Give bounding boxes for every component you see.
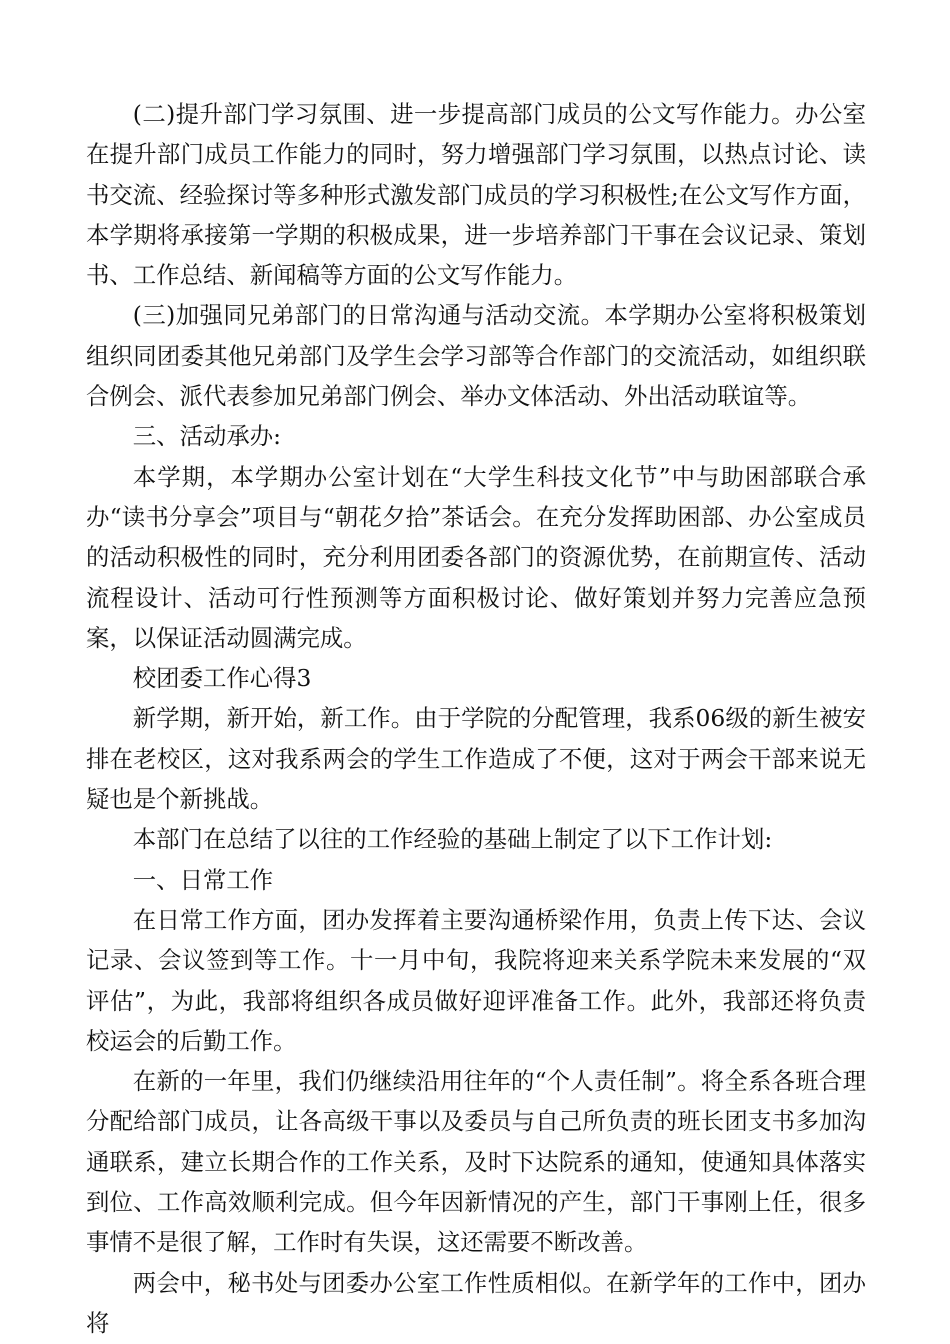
paragraph-daily-work: 在日常工作方面，团办发挥着主要沟通桥梁作用，负责上传下达、会议记录、会议签到等工作。十一月中旬，我院将迎来关系学院未来发展的“双评估”，为此，我部将组织各成员做好迎评准备工作。此外，我部还将负责校运会的后勤工作。: [86, 905, 866, 1055]
paragraph-activity-plan: 本学期，本学期办公室计划在“大学生科技文化节”中与助困部联合承办“读书分享会”项目与“朝花夕拾”茶话会。在充分发挥助困部、办公室成员的活动积极性的同时，充分利用团委各部门的资源优势，在前期宣传、活动流程设计、活动可行性预测等方面积极讨论、做好策划并努力完善应急预案，以保证活动圆满完成。: [86, 462, 866, 652]
paragraph-new-semester: 新学期，新开始，新工作。由于学院的分配管理，我系06级的新生被安排在老校区，这对我系两会的学生工作造成了不便，这对于两会干部来说无疑也是个新挑战。: [86, 704, 866, 814]
document-page: [86, 94, 866, 1343]
paragraph-item-3-department-exchange: (三)加强同兄弟部门的日常沟通与活动交流。本学期办公室将积极策划组织同团委其他兄弟部门及学生会学习部等合作部门的交流活动，如组织联合例会、派代表参加兄弟部门例会、举办文体活动、外出活动联谊等。: [86, 301, 866, 411]
section-heading-activity-hosting: 三、活动承办:: [132, 422, 282, 451]
section-title-work-experience-3: 校团委工作心得3: [132, 664, 312, 693]
paragraph-work-plan-intro: 本部门在总结了以往的工作经验的基础上制定了以下工作计划:: [132, 825, 773, 854]
paragraph-responsibility-system: 在新的一年里，我们仍继续沿用往年的“个人责任制”。将全系各班合理分配给部门成员，让各高级干事以及委员与自己所负责的班长团支书多加沟通联系，建立长期合作的工作关系，及时下达院系的通知，使通知具体落实到位、工作高效顺利完成。但今年因新情况的产生，部门干事刚上任，很多事情不是很了解，工作时有失误，这还需要不断改善。: [86, 1067, 866, 1257]
section-heading-daily-work: 一、日常工作: [132, 865, 274, 894]
paragraph-secretariat: 两会中，秘书处与团委办公室工作性质相似。在新学年的工作中，团办将: [86, 1268, 866, 1337]
paragraph-item-2-improve-writing: (二)提升部门学习氛围、进一步提高部门成员的公文写作能力。办公室在提升部门成员工作能力的同时，努力增强部门学习氛围，以热点讨论、读书交流、经验探讨等多种形式激发部门成员的学习积极性;在公文写作方面，本学期将承接第一学期的积极成果，进一步培养部门干事在会议记录、策划书、工作总结、新闻稿等方面的公文写作能力。: [86, 100, 866, 290]
